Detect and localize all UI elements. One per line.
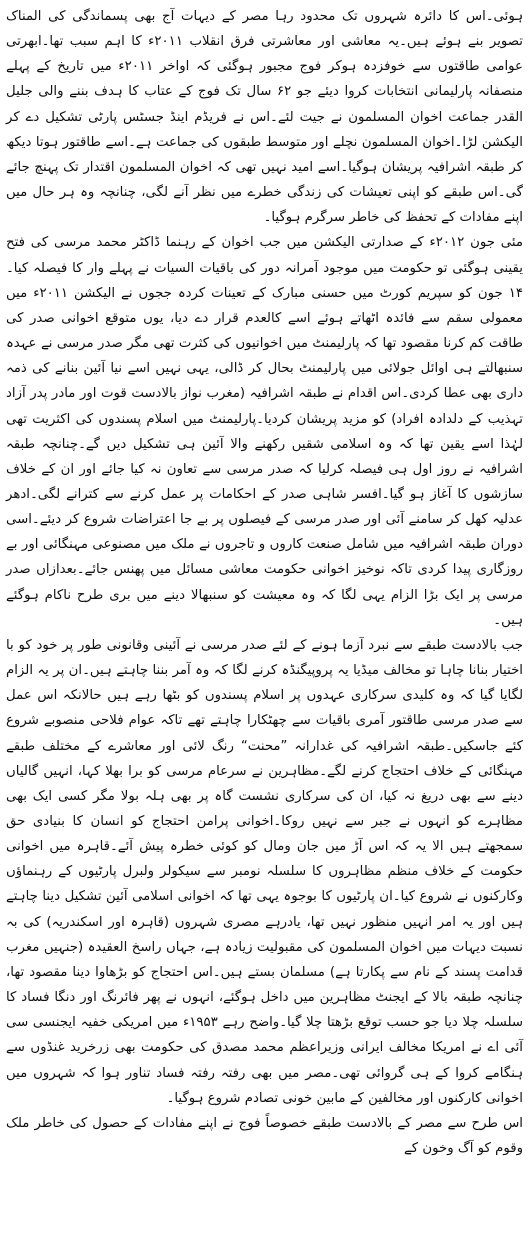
article-paragraph-3: جب بالادست طبقے سے نبرد آزما ہونے کے لئے صدر مرسی نے آئینی وقانونی طور پر خود کو با اختیار بنانا چاہا تو مخالف میڈیا یہ پروپیگنڈہ کرنے لگا کہ وہ آمر بننا چاہتے ہیں۔ان پر یہ الزام لگایا گیا کہ وہ کلیدی سرکاری عہدوں پر اسلام پسندوں کو بٹھا رہے ہیں حالانکہ اس عمل سے صدر مرسی طاقتور آمری باقیات سے چھٹکارا چاہتے تھے تاکہ عوام فلاحی منصوبے شروع کئے جاسکیں۔طبقہ اشرافیہ کی غدارانہ ”محنت“ رنگ لائی اور معاشرے کے مختلف طبقے مہنگائی کے خلاف احتجاج کرنے لگے۔مظاہرین نے سرعام مرسی کو برا بھلا کہا، انہیں گالیاں دینے سے بھی دریغ نہ کیا، ان کی سرکاری نشست گاہ پر بھی ہلہ بولا مگر کسی ایک بھی مظاہرے کو انہوں نے جبر سے نہیں روکا۔اخوانی پرامن احتجاج کو انسان کا بنیادی حق سمجھتے ہیں الا یہ کہ اس آڑ میں جان ومال کو کوئی خطرہ پیش آئے۔قاہرہ میں اخوانی حکومت کے خلاف منظم مظاہروں کا سلسلہ نومبر سے سیکولر ولبرل پارٹیوں کے رہنماؤں وکارکنوں نے شروع کیا۔ان پارٹیوں کا بوجوہ یہی تھا کہ اخوانی اسلامی آئین تشکیل دینا چاہتے ہیں اور یہ امر انہیں منظور نہیں تھا، یادرہے مصری شہروں (قاہرہ اور اسکندریہ) کی بہ نسبت دیہات میں اخوان المسلمون کی مقبولیت زیادہ ہے، جہاں راسخ العقیدہ (جنہیں مغرب قدامت پسند کے نام سے پکارتا ہے) مسلمان بستے ہیں۔اس احتجاج کو بڑھاوا دینا مقصود تھا، چنانچہ طبقہ بالا کے ایجنٹ مظاہرین میں داخل ہوگئے، انہوں نے پھر فائرنگ اور دنگا فساد کا سلسلہ چلا دیا جو حسب توقع بڑھتا چلا گیا۔واضح رہے ۱۹۵۳ء میں امریکی خفیہ ایجنسی سی آئی اے نے امریکا مخالف ایرانی وزیراعظم محمد مصدق کی حکومت بھی زرخرید غنڈوں سے ہنگامے کروا کے ہی گروائی تھی۔مصر میں بھی رفتہ رفتہ فساد تناور ہوا کہ شہروں میں اخوانی کارکنوں اور مخالفین کے مابین خونی تصادم شروع ہوگیا۔: [6, 637, 523, 1106]
article-paragraph-2: مئی جون ۲۰۱۲ء کے صدارتی الیکشن میں جب اخوان کے رہنما ڈاکٹر محمد مرسی کی فتح یقینی ہوگئی تو حکومت میں موجود آمرانہ دور کی باقیات السیات نے پہلے وار کا فیصلہ کیا۔۱۴ جون کو سپریم کورٹ میں حسنی مبارک کے تعینات کردہ ججوں نے الیکشن ۲۰۱۱ء میں معمولی سقم سے فائدہ اٹھاتے ہوئے اسے کالعدم قرار دے دیا، یوں متوقع اخوانی صدر کی طاقت کم کرنا مقصود تھا کہ پارلیمنٹ میں اخوانیوں کی کثرت تھی مگر صدر مرسی نے عہدہ سنبھالتے ہی اوائل جولائی میں پارلیمنٹ بحال کر ڈالی، یہی نہیں اسے نیا آئین بنانے کی ذمہ داری بھی عطا کردی۔اس اقدام نے طبقہ اشرافیہ (مغرب نواز بالادست قوت اور مادر پدر آزاد تہذیب کے دلدادہ افراد) کو مزید پریشان کردیا۔پارلیمنٹ میں اسلام پسندوں کی اکثریت تھی لہٰذا اسے یقین تھا کہ وہ اسلامی شقیں رکھنے والا آئین ہی تشکیل دیں گے۔چنانچہ طبقہ اشرافیہ نے روز اول ہی فیصلہ کرلیا کہ صدر مرسی سے تعاون نہ کیا جائے اور ان کے خلاف سازشوں کا آغاز ہو گیا۔افسر شاہی صدر کے احکامات پر عمل کرنے سے کترانے لگی۔ادھر عدلیہ کھل کر سامنے آئی اور صدر مرسی کے فیصلوں پر بے جا اعتراضات شروع کر دیئے۔اسی دوران طبقہ اشرافیہ میں شامل صنعت کاروں و تاجروں نے ملک میں مصنوعی مہنگائی اور بے روزگاری پیدا کردی تاکہ نوخیز اخوانی حکومت معاشی مسائل میں پھنس جائے۔بعدازاں صدر مرسی پر ایک بڑا الزام یہی لگا کہ وہ معیشت کو سنبھالا دینے میں بری طرح ناکام ہوگئے ہیں۔: [6, 235, 524, 628]
article-paragraph-4: اس طرح سے مصر کے بالادست طبقے خصوصاً فوج نے اپنے مفادات کے حصول کی خاطر ملک وقوم کو آگ وخون کے: [6, 1115, 523, 1157]
article-paragraph-1: ہوئی۔اس کا دائرہ شہروں تک محدود رہا مصر کے دیہات آج بھی پسماندگی کی المناک تصویر بنے ہوئے ہیں۔یہ معاشی اور معاشرتی فرق انقلاب ۲۰۱۱ء کا اہم سبب تھا۔ابھرتی عوامی طاقتوں سے خوفزدہ ہوکر فوج مجبور ہوگئی کہ اواخر ۲۰۱۱ء میں تاریخ کے پہلے منصفانہ پارلیمانی انتخابات کروا دیئے جو ۶۲ سال تک فوج کے عتاب کا ہدف بننے والی جلیل القدر جماعت اخوان المسلمون نے جیت لئے۔اس نے فریڈم اینڈ جسٹس پارٹی تشکیل دے کر الیکشن لڑا۔اخوان المسلمون نچلے اور متوسط طبقوں کی جماعت ہے۔اسے طاقتور ہوتا دیکھ کر طبقہ اشرافیہ پریشان ہوگیا۔اسے امید نہیں تھی کہ اخوان المسلمون اقتدار تک پہنچ جائے گی۔اس طبقے کو اپنی تعیشات کی زندگی خطرے میں نظر آنے لگی، چنانچہ وہ ہر حال میں اپنے مفادات کے تحفظ کی خاطر سرگرم ہوگیا۔: [6, 9, 524, 226]
